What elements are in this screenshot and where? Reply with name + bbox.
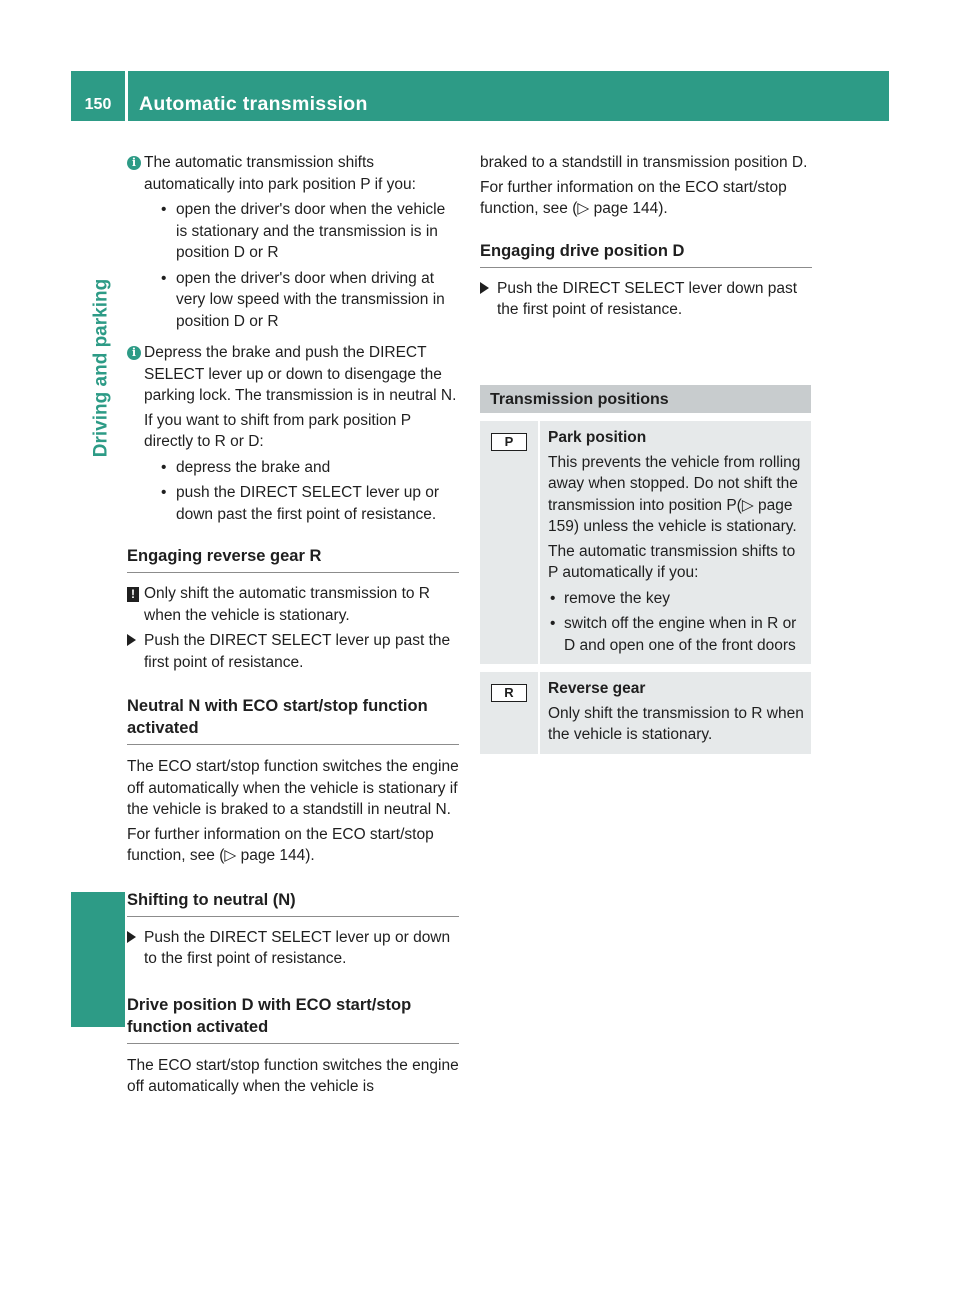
side-tab-label: Driving and parking xyxy=(90,278,112,458)
table-value-cell xyxy=(540,672,811,754)
paragraph: The ECO start/stop function switches the engine off automatically when the vehicle is stationary if the vehicle is braked to a standstill in neutral N. xyxy=(127,758,459,818)
arrow-icon xyxy=(127,634,136,646)
step-text: Push the DIRECT SELECT lever down past the first point of resistance. xyxy=(497,279,798,318)
left-column xyxy=(127,152,459,1098)
step-text: Push the DIRECT SELECT lever up or down to the first point of resistance. xyxy=(144,928,451,967)
table-value-cell xyxy=(540,421,811,664)
arrow-icon xyxy=(480,282,489,294)
arrow-icon xyxy=(127,931,136,943)
table-row xyxy=(480,421,811,664)
instruction-step xyxy=(127,927,459,970)
paragraph: The ECO start/stop function switches the engine off automatically when the vehicle is xyxy=(127,1056,459,1095)
paragraph: For further information on the ECO start/stop function, see (▷ page 144). xyxy=(480,178,787,217)
page-number: 150 xyxy=(84,96,112,113)
info-icon: i xyxy=(127,156,141,170)
note-text: If you want to shift from park position P directly to R or D: xyxy=(144,411,411,450)
warning-note xyxy=(127,583,459,626)
row-text: Only shift the transmission to R when the vehicle is stationary. xyxy=(548,704,804,743)
right-column xyxy=(480,152,812,321)
transmission-positions-table xyxy=(480,385,811,754)
side-tab-block xyxy=(71,892,125,1027)
step-text: Push the DIRECT SELECT lever up past the first point of resistance. xyxy=(144,632,451,671)
info-icon: i xyxy=(127,346,141,360)
table-row xyxy=(480,672,811,754)
warning-text: Only shift the automatic transmission to R when the vehicle is stationary. xyxy=(144,585,431,624)
list-item: • push the DIRECT SELECT lever up or down past the first point of resistance. xyxy=(144,482,459,525)
header-divider xyxy=(125,71,128,121)
note-text: The automatic transmission shifts automatically into park position P if you: xyxy=(144,154,416,193)
park-position-icon: P xyxy=(491,433,527,451)
page-title: Automatic transmission xyxy=(139,93,368,115)
list-item: • open the driver's door when the vehicle is stationary and the transmission is in position D or R xyxy=(144,199,459,264)
table-title: Transmission positions xyxy=(480,385,811,413)
section-heading: Engaging reverse gear R xyxy=(127,545,459,573)
row-text: This prevents the vehicle from rolling away when stopped. Do not shift the transmission into position P(▷ page 159) unless the vehicle is stationary. xyxy=(548,453,801,535)
table-key-cell xyxy=(480,421,540,664)
list-item: • remove the key xyxy=(548,588,805,610)
section-heading: Engaging drive position D xyxy=(480,240,812,268)
section-heading: Neutral N with ECO start/stop function activated xyxy=(127,695,459,745)
note-text: Depress the brake and push the DIRECT SELECT lever up or down to disengage the parking lock. The transmission is in neutral N. xyxy=(144,344,457,404)
section-heading: Drive position D with ECO start/stop function activated xyxy=(127,994,459,1044)
warning-icon: ! xyxy=(127,587,139,602)
row-text: The automatic transmission shifts to P automatically if you: xyxy=(548,542,796,581)
table-key-cell xyxy=(480,672,540,754)
reverse-gear-icon: R xyxy=(491,684,527,702)
row-heading: Park position xyxy=(548,429,647,446)
list-item: • depress the brake and xyxy=(144,457,459,479)
page-header xyxy=(71,71,889,121)
paragraph: For further information on the ECO start/stop function, see (▷ page 144). xyxy=(127,825,434,864)
side-tab xyxy=(86,253,116,483)
info-note xyxy=(127,342,459,525)
section-heading: Shifting to neutral (N) xyxy=(127,889,459,917)
info-note xyxy=(127,152,459,332)
instruction-step xyxy=(480,278,812,321)
instruction-step xyxy=(127,630,459,673)
list-item: • open the driver's door when driving at very low speed with the transmission in position D or R xyxy=(144,268,459,333)
list-item: • switch off the engine when in R or D and open one of the front doors xyxy=(548,613,805,656)
paragraph: braked to a standstill in transmission position D. xyxy=(480,154,808,171)
row-heading: Reverse gear xyxy=(548,680,646,697)
